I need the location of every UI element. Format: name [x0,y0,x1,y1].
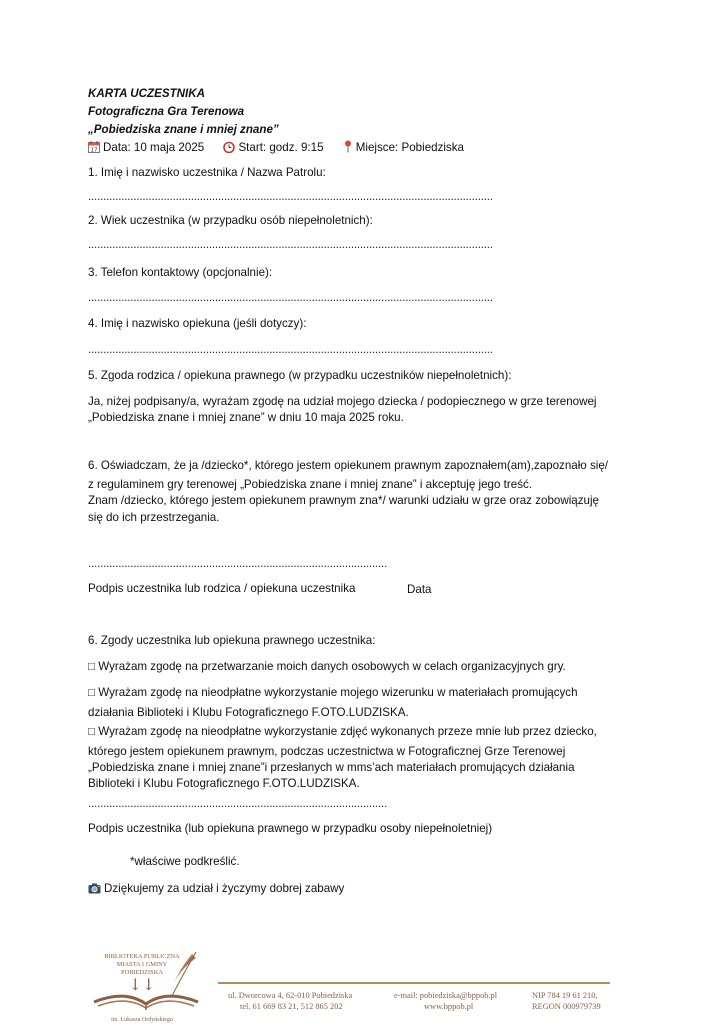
pin-icon [343,140,353,153]
field-phone-line[interactable]: ...................................................................................................................................... [88,291,493,304]
signature-date-label: Data [407,583,432,596]
document-title: KARTA UCZESTNIKA [88,87,206,100]
event-name: „Pobiedziska znane i mniej znane” [88,123,279,136]
consent-photos-line1[interactable]: □ Wyrażam zgodę na nieodpłatne wykorzystanie zdjęć wykonanych przeze mnie lub przez dziecko, [88,725,597,738]
clock-icon [223,141,235,153]
footnote: *właściwe podkreślić. [130,855,240,868]
section5-text-line2: „Pobiedziska znane i mniej znane” w dniu 10 maja 2025 roku. [88,411,404,424]
signature-line-2[interactable]: ................................................................................................... [88,797,388,810]
footer-nip: NIP 784 19 61 210, [532,991,598,1000]
meta-date: 17 Data: 10 maja 2025 [88,141,207,154]
signature-line-1[interactable]: ................................................................................................... [88,557,388,570]
logo-text-line2: MIASTA I GMINY [116,961,168,968]
section6-statement-line2: z regulaminem gry terenowej „Pobiedziska znane i mniej znane” i akceptuję jego treść. [88,478,533,491]
game-subtitle: Fotograficzna Gra Terenowa [88,105,245,118]
logo-text-line4: im. Łukasza Ordyńskiego [111,1017,173,1023]
consent-photos-line4: Biblioteki i Klubu Fotograficznego F.OTO.LUDZISKA. [88,777,360,790]
consent-photos-line3: „Pobiedziska znane i mniej znane”i przesłanych w mms’ach materiałach promujących działania [88,761,575,774]
field-guardian-name-label: 4. Imię i nazwisko opiekuna (jeśli dotyczy): [88,317,307,330]
field-age-line[interactable]: ...................................................................................................................................... [88,238,493,251]
section5-heading: 5. Zgoda rodzica / opiekuna prawnego (w przypadku uczestników niepełnoletnich): [88,369,512,382]
meta-place: Miejsce: Pobiedziska [343,141,464,154]
book-feather-emblem [84,950,208,1018]
consent-photos-line2: którego jestem opiekunem prawnym, podczas uczestnictwa w Fotograficznej Grze Terenowej [88,745,566,758]
signature-label-1: Podpis uczestnika lub rodzica / opiekuna uczestnika [88,582,356,595]
thanks-line: Dziękujemy za udział i życzymy dobrej zabawy [88,882,344,895]
section5-text-line1: Ja, niżej podpisany/a, wyrażam zgodę na udział mojego dziecka / podopiecznego w grze terenowej [88,395,597,408]
camera-icon [88,883,101,894]
footer-phone: tel. 61 669 83 21, 512 865 202 [240,1002,343,1011]
field-guardian-name-line[interactable]: ...................................................................................................................................... [88,343,493,356]
footer-website[interactable]: www.bppob.pl [424,1002,474,1011]
footer-address: ul. Dworcowa 4, 62-010 Pobiedziska [228,991,353,1000]
signature-label-2: Podpis uczestnika (lub opiekuna prawnego w przypadku osoby niepełnoletniej) [88,822,493,835]
section6-statement-line3: Znam /dziecko, którego jestem opiekunem prawnym zna*/ warunki udziału w grze oraz zobowiązuję [88,494,600,507]
consent-image-line2: działania Biblioteki i Klubu Fotograficznego F.OTO.LUDZISKA. [88,706,409,719]
consent-image-line1[interactable]: □ Wyrażam zgodę na nieodpłatne wykorzystanie mojego wizerunku w materiałach promujących [88,686,578,699]
footer-regon: REGON 000979739 [532,1002,601,1011]
field-participant-name-label: 1. Imię i nazwisko uczestnika / Nazwa Patrolu: [88,166,326,179]
svg-text:17: 17 [90,147,98,153]
logo-text-line3: POBIEDZISKA [121,969,163,976]
logo-text-line1: BIBLIOTEKA PUBLICZNA [104,953,180,960]
field-phone-label: 3. Telefon kontaktowy (opcjonalnie): [88,266,273,279]
section6-statement-line4: się do ich przestrzegania. [88,511,220,524]
consent-data-processing[interactable]: □ Wyrażam zgodę na przetwarzanie moich danych osobowych w celach organizacyjnych gry. [88,660,566,673]
field-age-label: 2. Wiek uczestnika (w przypadku osób niepełnoletnich): [88,214,373,227]
calendar-icon [88,141,100,153]
footer-email[interactable]: e-mail: pobiedziska@bppob.pl [394,991,498,1000]
field-participant-name-line[interactable]: ...................................................................................................................................... [88,190,493,203]
section6-statement-line1: 6. Oświadczam, że ja /dziecko*, którego jestem opiekunem prawnym zapoznałem(am),zapoznało się/ [88,459,609,472]
event-meta [88,140,464,154]
meta-start: Start: godz. 9:15 [223,141,326,154]
svg-text:↓↓: ↓↓ [128,975,156,994]
footer-divider [218,982,610,984]
consents-heading: 6. Zgody uczestnika lub opiekuna prawnego uczestnika: [88,634,376,647]
